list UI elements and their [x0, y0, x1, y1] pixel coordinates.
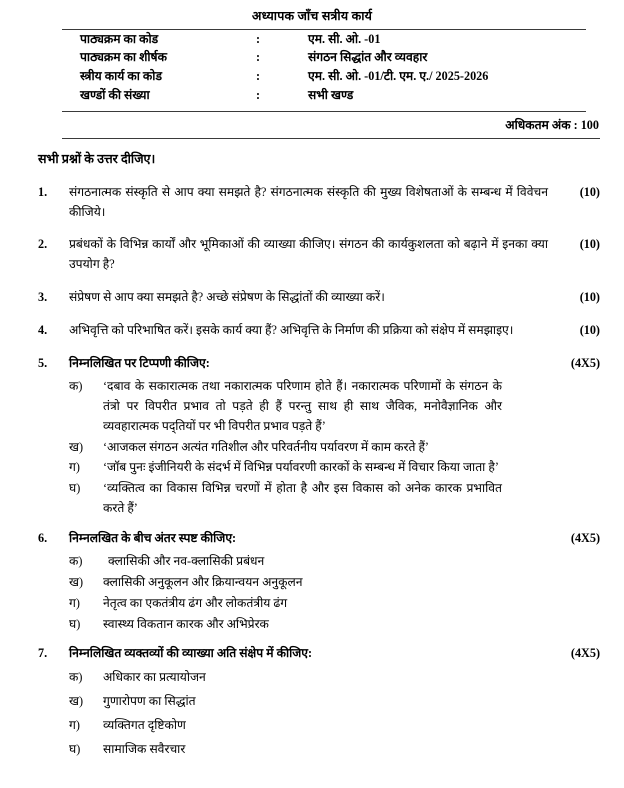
list-item — [38, 716, 600, 736]
subpart-label: घ) — [69, 616, 81, 631]
question-item — [38, 529, 600, 549]
question-text: निम्नलिखित पर टिप्पणी कीजिए: — [69, 355, 210, 370]
info-label-block-count: खण्डों की संख्या — [80, 87, 150, 102]
subpart-text: गुणारोपण का सिद्धांत — [103, 694, 196, 709]
subpart-text: व्यक्तिगत दृष्टिकोण — [103, 717, 186, 732]
subpart-label: क) — [69, 554, 83, 569]
question-marks: (4X5) — [570, 355, 600, 370]
list-item — [38, 438, 600, 458]
info-colon: : — [256, 87, 261, 102]
course-info-body — [62, 30, 488, 104]
question-item — [38, 235, 600, 275]
question-marks: (10) — [579, 290, 600, 304]
question-number: 7. — [38, 646, 48, 661]
subpart-label: ग) — [69, 717, 80, 732]
questions-list — [38, 183, 600, 759]
info-colon: : — [256, 68, 261, 83]
question-text: निम्नलखित के बीच अंतर स्पष्ट कीजिए: — [69, 530, 237, 545]
info-label-course-code: पाठ्यक्रम का कोड — [80, 31, 159, 46]
list-item — [38, 377, 600, 436]
info-colon: : — [256, 50, 261, 65]
question-item — [38, 354, 600, 374]
subpart-label: क) — [69, 670, 83, 685]
table-row — [62, 30, 488, 49]
list-item — [38, 479, 600, 519]
question-item — [38, 288, 600, 308]
question-number: 5. — [38, 355, 48, 370]
question-marks: (10) — [579, 237, 600, 252]
question-text: प्रबंधकों के विभिन्न कार्यों और भूमिकाओं की व्याख्या कीजिए। संगठन की कार्यकुशलता को बढ़ाने में इनका क्या उपयोग है? — [69, 237, 548, 272]
question-marks: (10) — [579, 184, 600, 199]
info-value-assignment-code: एम. सी. ओ. -01/टी. एम. ए./ 2025-2026 — [308, 68, 489, 83]
subpart-label: घ) — [69, 741, 81, 756]
subpart-text: अधिकार का प्रत्यायोजन — [103, 670, 206, 685]
subpart-text: नेतृत्व का एकतंत्रीय ढंग और लोकतंत्रीय ढंग — [103, 595, 288, 610]
question-item — [38, 183, 600, 223]
subpart-label: क) — [69, 379, 83, 394]
list-item — [38, 668, 600, 688]
table-row — [62, 67, 488, 86]
list-item — [38, 740, 600, 760]
question-text: संगठनात्मक संस्कृति से आप क्या समझते है? संगठनात्मक संस्कृति की मुख्य विशेषताओं के सम्बन्ध में विवेचन कीजिये। — [69, 184, 548, 219]
info-value-course-code: एम. सी. ओ. -01 — [308, 31, 381, 46]
page-title: अध्यापक जाँच सत्रीय कार्य — [251, 9, 373, 23]
question-item — [38, 321, 600, 341]
subpart-text: ‘व्यक्तित्व का विकास विभिन्न चरणों में होता है और इस विकास को अनेक कारक प्रभावित करते हैं’ — [103, 481, 502, 515]
question-number: 6. — [38, 530, 48, 545]
subpart-label: ग) — [69, 460, 80, 475]
list-item — [38, 615, 600, 635]
question-number: 4. — [38, 322, 48, 337]
question-marks: (4X5) — [570, 646, 600, 661]
subpart-list — [38, 377, 600, 518]
list-item — [38, 552, 600, 572]
info-value-course-title: संगठन सिद्धांत और व्यवहार — [308, 50, 428, 65]
question-item — [38, 644, 600, 664]
max-marks: अधिकतम अंक : 100 — [505, 117, 599, 132]
list-item — [38, 594, 600, 614]
info-value-block-count: सभी खण्ड — [308, 87, 354, 102]
question-marks: (4X5) — [570, 530, 600, 545]
subpart-label: ख) — [69, 439, 84, 454]
subpart-label: ग) — [69, 595, 80, 610]
subpart-label: ख) — [69, 575, 84, 590]
subpart-text: क्लासिकी और नव-क्लासिकी प्रबंधन — [108, 554, 265, 569]
instruction-text: सभी प्रश्नों के उत्तर दीजिए। — [38, 151, 156, 166]
table-row — [62, 85, 488, 104]
question-number: 3. — [38, 290, 48, 304]
info-label-assignment-code: स्त्रीय कार्य का कोड — [80, 68, 162, 83]
subpart-label: ख) — [69, 694, 84, 709]
question-marks: (10) — [579, 322, 600, 337]
course-info-table — [62, 30, 488, 104]
subpart-text: सामाजिक सवैरचार — [103, 741, 186, 756]
info-label-course-title: पाठ्यक्रम का शीर्षक — [80, 50, 167, 65]
info-colon: : — [256, 31, 261, 46]
subpart-list — [38, 668, 600, 759]
list-item — [38, 573, 600, 593]
question-text: अभिवृत्ति को परिभाषित करें। इसके कार्य क्या हैं? अभिवृत्ति के निर्माण की प्रक्रिया को संक्षेप में समझाइए। — [69, 322, 514, 337]
subpart-label: घ) — [69, 481, 81, 496]
subpart-text: क्लासिकी अनुकूलन और क्रियान्वयन अनुकूलन — [103, 575, 303, 590]
subpart-text: ‘दबाव के सकारात्मक तथा नकारात्मक परिणाम होते हैं। नकारात्मक परिणामों के संगठन के तंत्रो पर विपरीत प्रभाव तो पड़ते ही हैं परन्तु साथ ही साथ जैविक, मनोवैज्ञानिक और व्यवहारात्मक पद्तियों पर भी विपरीत प्रभाव पड़ते हैं’ — [103, 379, 502, 433]
subpart-list — [38, 552, 600, 634]
list-item — [38, 458, 600, 478]
question-number: 1. — [38, 184, 48, 199]
question-number: 2. — [38, 237, 48, 252]
question-text: निम्नलिखित व्यक्तव्यों की व्याख्या अति संक्षेप में कीजिए: — [69, 646, 313, 661]
subpart-text: स्वास्थ्य विकतान कारक और अभिप्रेरक — [103, 616, 269, 631]
list-item — [38, 692, 600, 712]
table-row — [62, 48, 488, 67]
subpart-text: ‘आजकल संगठन अत्यंत गतिशील और परिवर्तनीय पर्यावरण में काम करते हैं’ — [103, 439, 429, 454]
subpart-text: ‘जॉब पुनः इंजीनियरी के संदर्भ में विभिन्न पर्यावरणी कारकों के सम्बन्ध में विचार किया जाता है’ — [103, 460, 499, 475]
question-text: संप्रेषण से आप क्या समझते है? अच्छे संप्रेषण के सिद्धांतों की व्याख्या करें। — [69, 290, 385, 304]
